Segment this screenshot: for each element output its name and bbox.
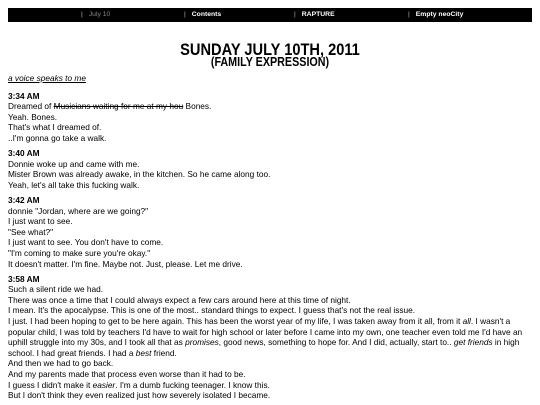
entry-line-text: Dreamed of: [8, 101, 54, 112]
entry-line: I just. I had been hoping to get to be here again. This has been the worst year of my life, I was taken away from it all, from it all. I wasn't a popular child, I was told by teachers I'd have to wait for high school or later before I came into my own, one teacher even told me I'd have an uphill struggle into my 30s, and I took all that as promises, good news, something to hope for. And I did, actually, start to.. get friends in high school. I had great friends. I had a best friend.: [8, 315, 523, 358]
entry-line: Donnie woke up and came with me.: [8, 158, 140, 169]
top-nav-bar: [8, 8, 532, 22]
journal-entry: [8, 148, 532, 190]
entry-line: I just want to see.: [8, 216, 73, 227]
entry-line: It doesn't matter. I'm fine. Maybe not. Just, please. Let me drive.: [8, 258, 243, 269]
entry-timestamp: 3:42 AM: [8, 194, 40, 205]
nav-item-rapture[interactable]: [294, 8, 335, 22]
entry-timestamp: 3:34 AM: [8, 90, 40, 101]
journal-entry: [8, 195, 532, 269]
entry-line: [8, 101, 532, 112]
entry-line: donnie "Jordan, where are we going?": [8, 205, 149, 216]
nav-separator: |: [184, 11, 186, 18]
nav-item-label: Empty neoCity: [415, 11, 464, 18]
entry-line: "I'm coming to make sure you're okay.": [8, 247, 151, 258]
entry-line: There was once a time that I could always expect a few cars around here at this time of night.: [8, 294, 351, 305]
nav-separator: |: [81, 11, 83, 18]
entry-line: ..I'm gonna go take a walk.: [8, 132, 107, 143]
nav-item-july-10[interactable]: [81, 8, 110, 22]
nav-separator: |: [294, 11, 296, 18]
entry-line: Mister Brown was already awake, in the kitchen. So he came along too.: [8, 169, 271, 180]
entry-line: Yeah, let's all take this fucking walk.: [8, 179, 140, 190]
journal-entry: [8, 91, 532, 144]
page-subtitle: (FAMILY EXPRESSION): [210, 55, 330, 69]
entry-line: And my parents made that process even worse than it had to be.: [8, 368, 246, 379]
nav-item-label: Contents: [191, 11, 222, 18]
entry-line-text: Bones.: [183, 101, 212, 112]
entry-line: "See what?": [8, 226, 54, 237]
entry-line: That's what I dreamed of.: [8, 122, 102, 133]
entry-line: I guess I didn't make it easier. I'm a dumb fucking teenager. I know this.: [8, 379, 270, 390]
entry-line: I just want to see. You don't have to come.: [8, 237, 164, 248]
nav-separator: |: [408, 11, 410, 18]
entry-line: Such a silent ride we had.: [8, 284, 104, 295]
entry-line: I mean. It's the apocalypse. This is one of the most.. standard things to expect. I guess that's not the real issue.: [8, 305, 416, 316]
entry-line: And then we had to go back.: [8, 358, 114, 369]
journal-entry: [8, 274, 532, 401]
journal-content: [8, 73, 532, 405]
page-title: SUNDAY JULY 10TH, 2011: [180, 40, 360, 59]
entry-timestamp: 3:40 AM: [8, 148, 40, 159]
nav-item-label: July 10: [88, 11, 111, 18]
nav-item-empty-neocity[interactable]: [408, 8, 463, 22]
nav-item-contents[interactable]: [184, 8, 221, 22]
entry-line: Yeah. Bones.: [8, 111, 58, 122]
struck-text: Musicians waiting for me at my hou: [53, 101, 184, 112]
entry-timestamp: 3:58 AM: [8, 273, 40, 284]
entries-list: [8, 91, 532, 401]
nav-item-label: RAPTURE: [301, 11, 335, 18]
intro-line: a voice speaks to me: [8, 73, 86, 83]
entry-line: But I don't think they even realized just how severely isolated I became.: [8, 390, 271, 401]
